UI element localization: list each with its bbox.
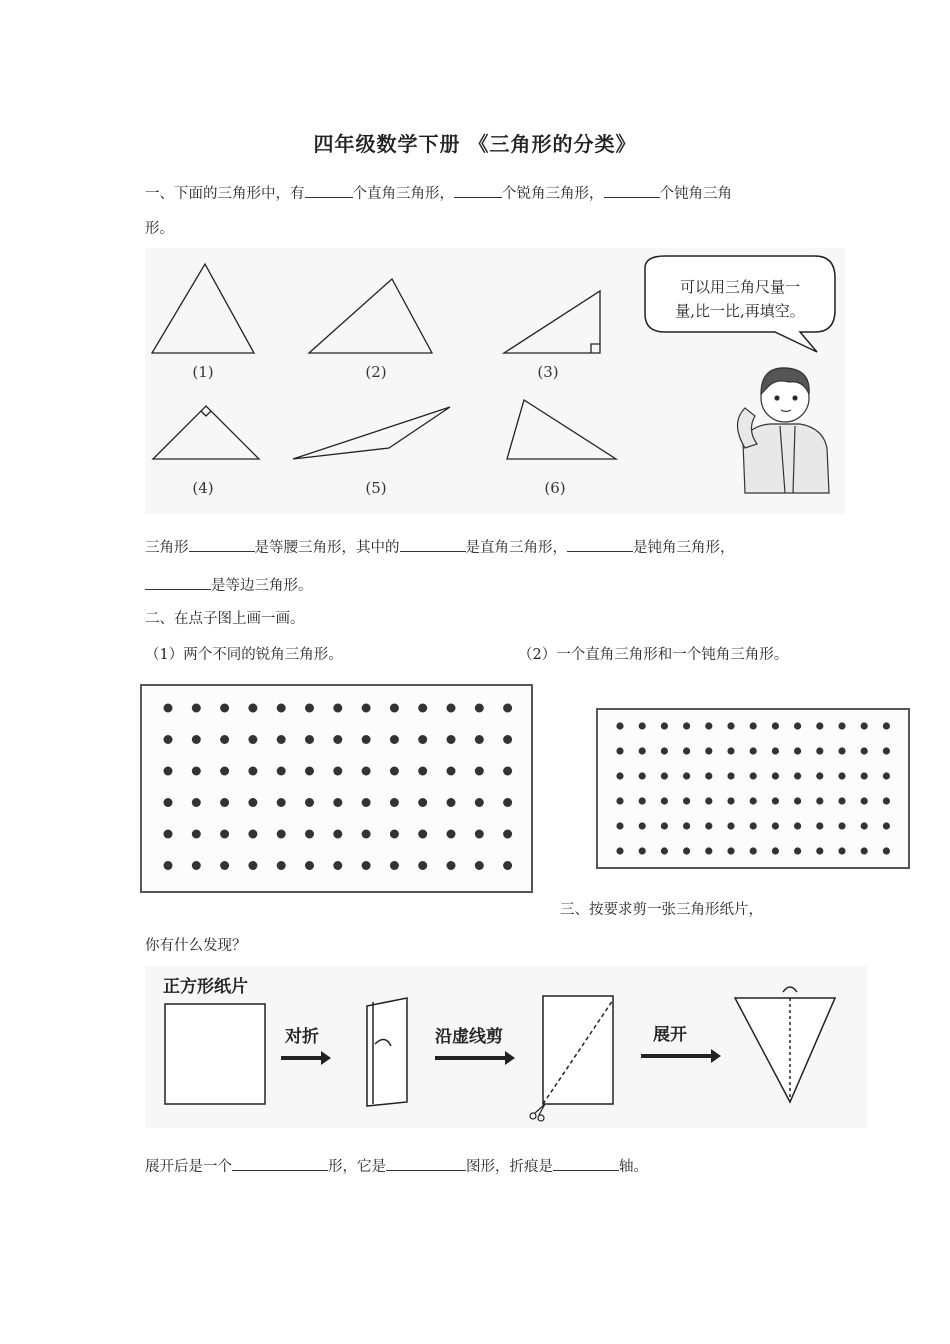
grid-dot[interactable] [861, 722, 868, 729]
grid-dot[interactable] [164, 861, 173, 870]
q1-part4: 个钝角三角 [659, 186, 732, 202]
arrows [281, 1049, 721, 1065]
q1-text [145, 183, 732, 204]
grid-dot[interactable] [164, 830, 173, 839]
grid-dot[interactable] [447, 704, 456, 713]
grid-dot[interactable] [861, 847, 868, 854]
label-3: (3) [537, 363, 559, 381]
grid-dot[interactable] [220, 830, 229, 839]
grid-dot[interactable] [750, 722, 757, 729]
grid-dot[interactable] [861, 747, 868, 754]
grid-dot[interactable] [418, 735, 427, 744]
arrow-3 [641, 1049, 721, 1063]
grid-dot[interactable] [248, 798, 257, 807]
grid-dot[interactable] [277, 735, 286, 744]
grid-dot[interactable] [750, 772, 757, 779]
fill-a2: 是等腰三角形，其中的 [254, 540, 400, 556]
q1-part2: 个直角三角形， [352, 186, 454, 202]
fill-4: 轴。 [619, 1159, 648, 1175]
grid-dot[interactable] [248, 767, 257, 776]
label-6: (6) [544, 479, 566, 497]
blank-equilateral[interactable] [145, 575, 211, 590]
grid-dot[interactable] [661, 772, 668, 779]
grid-dot[interactable] [164, 767, 173, 776]
grid-dot[interactable] [750, 822, 757, 829]
grid-dot[interactable] [794, 747, 801, 754]
grid-dot[interactable] [861, 772, 868, 779]
fill-a3: 是直角三角形， [465, 540, 567, 556]
step4-label: 展开 [653, 1025, 687, 1045]
grid-dot[interactable] [727, 747, 734, 754]
grid-dot[interactable] [192, 798, 201, 807]
q3-heading: 三、按要求剪一张三角形纸片， [560, 902, 763, 918]
grid-dot[interactable] [639, 847, 646, 854]
dot-grid-1[interactable] [140, 684, 533, 893]
grid-dot[interactable] [418, 767, 427, 776]
grid-dot[interactable] [750, 797, 757, 804]
grid-dot[interactable] [705, 797, 712, 804]
grid-dot[interactable] [727, 822, 734, 829]
fill-a4: 是钝角三角形， [633, 540, 735, 556]
label-4: (4) [192, 479, 214, 497]
grid-dot[interactable] [816, 772, 823, 779]
grid-dot[interactable] [683, 822, 690, 829]
grid-dot[interactable] [305, 798, 314, 807]
page-title: 四年级数学下册 《三角形的分类》 [313, 132, 637, 156]
grid-dot[interactable] [883, 722, 890, 729]
grid-dot[interactable] [503, 861, 512, 870]
grid-dot[interactable] [816, 722, 823, 729]
triangle-4 [153, 406, 259, 459]
bubble-line-1: 可以用三角尺量一 [679, 278, 801, 296]
grid-dot[interactable] [838, 847, 845, 854]
grid-dot[interactable] [192, 767, 201, 776]
grid-dot[interactable] [772, 847, 779, 854]
grid-dot[interactable] [277, 704, 286, 713]
q1-prefix: 一、下面的三角形中，有 [145, 186, 305, 202]
fill-3: 图形，折痕是 [466, 1159, 553, 1175]
grid-dot[interactable] [333, 830, 342, 839]
grid-dot[interactable] [883, 747, 890, 754]
grid-dot[interactable] [683, 747, 690, 754]
fill-1: 展开后是一个 [145, 1159, 232, 1175]
grid-dot[interactable] [277, 830, 286, 839]
blank-axis[interactable] [553, 1156, 619, 1171]
grid-dot[interactable] [390, 830, 399, 839]
grid-dot[interactable] [447, 767, 456, 776]
blank-isosceles[interactable] [189, 537, 255, 552]
square-paper [165, 1004, 265, 1104]
grid-dot[interactable] [362, 861, 371, 870]
grid-dot[interactable] [220, 861, 229, 870]
unfolded-triangle [735, 998, 835, 1102]
grid-dot[interactable] [277, 767, 286, 776]
grid-dot[interactable] [794, 797, 801, 804]
triangle-2 [309, 279, 432, 353]
blank-obtuse-count[interactable] [604, 183, 660, 198]
grid-dot[interactable] [164, 704, 173, 713]
grid-dot[interactable] [305, 735, 314, 744]
q2-sub2: （2）一个直角三角形和一个钝角三角形。 [518, 647, 789, 663]
grid-dot[interactable] [705, 747, 712, 754]
grid-dot[interactable] [362, 704, 371, 713]
grid-dot[interactable] [418, 798, 427, 807]
grid-dot[interactable] [661, 797, 668, 804]
grid-dot[interactable] [683, 797, 690, 804]
grid-dot[interactable] [639, 822, 646, 829]
grid-dot[interactable] [362, 735, 371, 744]
blank-shape[interactable] [232, 1156, 328, 1171]
grid-dot[interactable] [390, 735, 399, 744]
step3-label: 沿虚线剪 [435, 1027, 503, 1047]
blank-right-triangle[interactable] [400, 537, 466, 552]
grid-dot[interactable] [861, 822, 868, 829]
fill-a1: 三角形 [145, 540, 189, 556]
blank-acute-count[interactable] [454, 183, 502, 198]
grid-dot[interactable] [192, 704, 201, 713]
grid-dot[interactable] [447, 830, 456, 839]
blank-right-count[interactable] [305, 183, 353, 198]
grid-dot[interactable] [661, 722, 668, 729]
fill-b: 是等边三角形。 [211, 578, 313, 594]
grid-dot[interactable] [362, 798, 371, 807]
grid-dot[interactable] [838, 722, 845, 729]
label-5: (5) [365, 479, 387, 497]
grid-dot[interactable] [447, 798, 456, 807]
q2-sub1: （1）两个不同的锐角三角形。 [145, 647, 343, 663]
grid-dot[interactable] [418, 830, 427, 839]
bubble-line-2: 量,比一比,再填空。 [675, 302, 805, 320]
right-angle-mark-3 [591, 344, 600, 353]
grid-dot[interactable] [248, 735, 257, 744]
q1-line2: 形。 [145, 221, 174, 237]
scissors-icon [530, 1104, 545, 1121]
grid-dot[interactable] [705, 822, 712, 829]
grid-dot[interactable] [220, 798, 229, 807]
grid-dot[interactable] [705, 847, 712, 854]
triangles-svg [145, 248, 845, 514]
grid-dot[interactable] [816, 822, 823, 829]
grid-dot[interactable] [475, 830, 484, 839]
grid-dot[interactable] [390, 861, 399, 870]
unfold-arrow-curve [783, 987, 797, 992]
grid-dot[interactable] [362, 830, 371, 839]
grid-dot[interactable] [772, 797, 779, 804]
grid-dot[interactable] [164, 798, 173, 807]
q1-fill-line-a [145, 537, 735, 558]
grid-dot[interactable] [838, 772, 845, 779]
grid-dot[interactable] [661, 847, 668, 854]
grid-dot[interactable] [475, 767, 484, 776]
grid-dot[interactable] [883, 772, 890, 779]
grid-dot[interactable] [705, 772, 712, 779]
grid-dot[interactable] [750, 747, 757, 754]
grid-dot[interactable] [727, 772, 734, 779]
folding-svg [145, 966, 867, 1128]
grid-dot[interactable] [248, 704, 257, 713]
grid-dot[interactable] [277, 798, 286, 807]
grid-dot[interactable] [503, 830, 512, 839]
grid-dot[interactable] [616, 847, 623, 854]
grid-dot[interactable] [639, 747, 646, 754]
grid-dot[interactable] [794, 822, 801, 829]
grid-dot[interactable] [503, 735, 512, 744]
grid-dot[interactable] [727, 722, 734, 729]
grid-dot[interactable] [503, 767, 512, 776]
right-angle-mark-4 [201, 411, 211, 416]
grid-dot[interactable] [794, 722, 801, 729]
step1-label: 正方形纸片 [163, 977, 248, 997]
grid-dot[interactable] [418, 704, 427, 713]
grid-dot[interactable] [883, 797, 890, 804]
grid-dot[interactable] [475, 735, 484, 744]
dot-grid-2-svg[interactable] [598, 710, 908, 867]
dot-grid-1-svg[interactable] [142, 686, 531, 891]
q1-fill-line-b [145, 575, 313, 596]
grid-dot[interactable] [418, 861, 427, 870]
grid-dot[interactable] [616, 722, 623, 729]
grid-dot[interactable] [220, 704, 229, 713]
grid-dot[interactable] [772, 747, 779, 754]
grid-dot[interactable] [192, 735, 201, 744]
triangle-6 [507, 400, 616, 459]
grid-dot[interactable] [248, 830, 257, 839]
grid-dot[interactable] [277, 861, 286, 870]
grid-dot[interactable] [503, 798, 512, 807]
grid-dot[interactable] [447, 735, 456, 744]
grid-dot[interactable] [861, 797, 868, 804]
grid-dot[interactable] [705, 722, 712, 729]
grid-dot[interactable] [616, 747, 623, 754]
grid-dot[interactable] [772, 822, 779, 829]
q3-line2: 你有什么发现？ [145, 938, 247, 954]
grid-dot[interactable] [838, 797, 845, 804]
grid-dot[interactable] [816, 847, 823, 854]
grid-dot[interactable] [362, 767, 371, 776]
grid-dot[interactable] [333, 767, 342, 776]
grid-dot[interactable] [883, 847, 890, 854]
grid-dot[interactable] [333, 861, 342, 870]
grid-dot[interactable] [192, 830, 201, 839]
grid-dot[interactable] [794, 847, 801, 854]
grid-dot[interactable] [883, 822, 890, 829]
grid-dot[interactable] [838, 822, 845, 829]
grid-dot[interactable] [794, 772, 801, 779]
grid-dot[interactable] [639, 797, 646, 804]
grid-dot[interactable] [772, 772, 779, 779]
grid-dot[interactable] [616, 772, 623, 779]
blank-figure-type[interactable] [386, 1156, 466, 1171]
grid-dot[interactable] [683, 722, 690, 729]
grid-dot[interactable] [616, 822, 623, 829]
grid-dot[interactable] [503, 704, 512, 713]
grid-dot[interactable] [248, 861, 257, 870]
triangle-5 [293, 407, 450, 459]
folding-figure [145, 966, 867, 1128]
grid-dot[interactable] [772, 722, 779, 729]
grid-dot[interactable] [220, 767, 229, 776]
grid-dot[interactable] [816, 797, 823, 804]
q2-heading: 二、在点子图上画一画。 [145, 611, 305, 627]
grid-dot[interactable] [305, 830, 314, 839]
grid-dot[interactable] [333, 704, 342, 713]
q1-part3: 个锐角三角形， [502, 186, 604, 202]
cut-paper [543, 996, 613, 1104]
grid-dot[interactable] [727, 847, 734, 854]
grid-dot[interactable] [447, 861, 456, 870]
grid-dot[interactable] [475, 861, 484, 870]
boy-illustration [738, 368, 830, 493]
grid-dot[interactable] [305, 767, 314, 776]
grid-dot[interactable] [390, 798, 399, 807]
grid-dot[interactable] [683, 772, 690, 779]
grid-dot[interactable] [333, 735, 342, 744]
grid-dot[interactable] [750, 847, 757, 854]
grid-dot[interactable] [333, 798, 342, 807]
grid-dot[interactable] [305, 861, 314, 870]
grid-dot[interactable] [639, 772, 646, 779]
grid-dot[interactable] [816, 747, 823, 754]
triangles-figure [145, 248, 845, 514]
arrow-1 [281, 1051, 331, 1065]
grid-dot[interactable] [390, 704, 399, 713]
grid-dot[interactable] [616, 797, 623, 804]
grid-dot[interactable] [305, 704, 314, 713]
step2-label: 对折 [285, 1027, 319, 1047]
triangle-3 [504, 291, 600, 353]
grid-dot[interactable] [390, 767, 399, 776]
arrow-2 [435, 1051, 515, 1065]
label-1: (1) [192, 363, 214, 381]
dot-grid-2[interactable] [596, 708, 910, 869]
grid-dot[interactable] [475, 704, 484, 713]
fill-2: 形，它是 [328, 1159, 386, 1175]
grid-dot[interactable] [220, 735, 229, 744]
grid-dot[interactable] [661, 822, 668, 829]
grid-dot[interactable] [727, 797, 734, 804]
grid-dot[interactable] [192, 861, 201, 870]
grid-dot[interactable] [661, 747, 668, 754]
grid-dot[interactable] [639, 722, 646, 729]
grid-dot[interactable] [683, 847, 690, 854]
blank-obtuse-triangle[interactable] [567, 537, 633, 552]
triangle-1 [152, 264, 254, 353]
label-2: (2) [365, 363, 387, 381]
grid-dot[interactable] [475, 798, 484, 807]
q3-fill-line [145, 1156, 648, 1177]
grid-dot[interactable] [164, 735, 173, 744]
grid-dot[interactable] [838, 747, 845, 754]
